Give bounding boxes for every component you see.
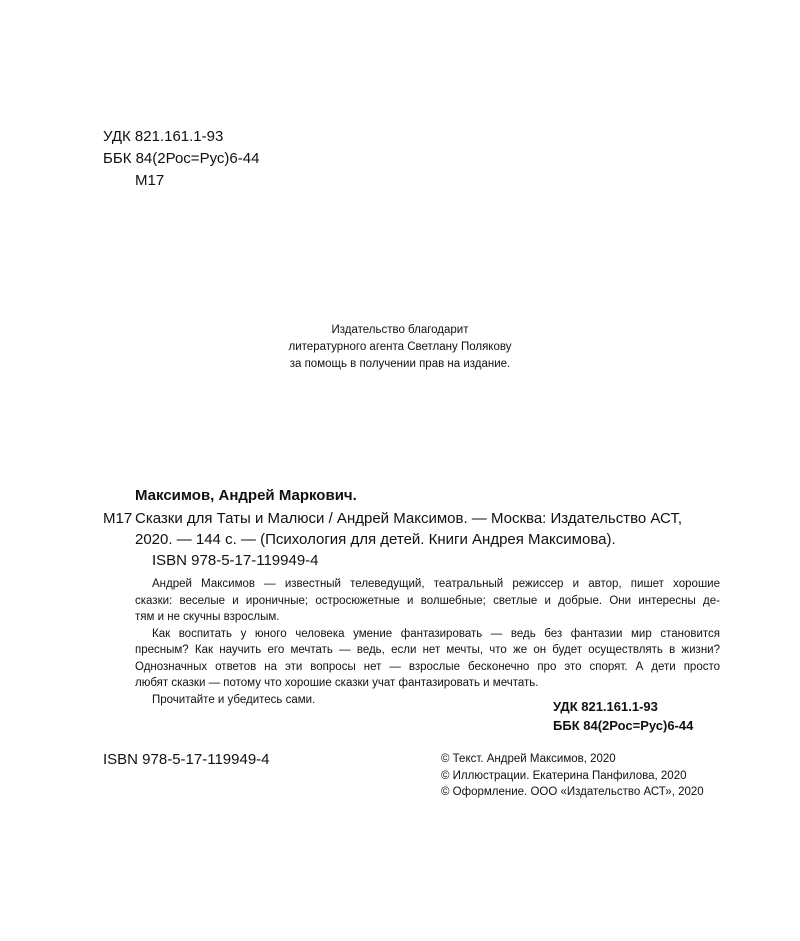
annotation — [135, 576, 720, 708]
copyright-illustrations: © Иллюстрации. Екатерина Панфилова, 2020 — [441, 769, 687, 782]
isbn-bottom: ISBN 978-5-17-119949-4 — [103, 751, 270, 768]
annotation-p2-line-2: пресным? Как научить его мечтать — ведь, если нет мечты, что же он будет осуществлять в жизни? — [135, 644, 720, 656]
catalog-author-sign: М17 — [103, 510, 133, 527]
classification-codes-bottom — [553, 697, 693, 735]
udk-code-bottom: УДК 821.161.1-93 — [553, 699, 658, 714]
annotation-p3: Прочитайте и убедитесь сами. — [152, 693, 316, 706]
bbk-code: ББК 84(2Рос=Рус)6-44 — [103, 150, 260, 167]
catalog-isbn: ISBN 978-5-17-119949-4 — [152, 552, 319, 569]
annotation-p2-line-1: Как воспитать у юного человека умение фантазировать — ведь без фантазии мир становится — [152, 627, 720, 640]
catalog-entry — [135, 508, 682, 550]
ack-line-3: за помощь в получении прав на издание. — [289, 358, 511, 370]
bbk-code-bottom: ББК 84(2Рос=Рус)6-44 — [553, 718, 694, 733]
annotation-p1-line-1: Андрей Максимов — известный телеведущий, театральный режиссер и автор, пишет хорошие — [152, 578, 720, 590]
ack-line-2: литературного агента Светлану Полякову — [288, 341, 512, 353]
annotation-p2-line-3: Однозначных ответов на эти вопросы нет — взрослые бесконечно про это спорят. А дети просто — [135, 660, 720, 673]
catalog-entry-line-2: 2020. — 144 с. — (Психология для детей. Книги Андрея Максимова). — [135, 531, 616, 548]
ack-line-1: Издательство благодарит — [331, 324, 469, 336]
classification-codes — [103, 126, 259, 192]
author-sign: М17 — [135, 172, 165, 189]
annotation-p2-line-4: любят сказки — потому что хорошие сказки учат фантазировать и мечтать. — [135, 677, 539, 689]
copyright-text: © Текст. Андрей Максимов, 2020 — [441, 753, 616, 765]
copyright-design: © Оформление. ООО «Издательство АСТ», 2020 — [441, 786, 704, 798]
catalog-author: Максимов, Андрей Маркович. — [135, 487, 357, 504]
udk-code: УДК 821.161.1-93 — [103, 128, 224, 145]
annotation-p1-line-3: тям и не скучны взрослым. — [135, 611, 280, 623]
acknowledgement — [0, 322, 800, 373]
annotation-p1-line-2: сказки: веселые и ироничные; остросюжетные и волшебные; светлые и добрые. Они интересны де- — [135, 594, 720, 607]
copyright-block — [441, 751, 704, 801]
catalog-entry-line-1: Сказки для Таты и Малюси / Андрей Максимов. — Москва: Издательство АСТ, — [135, 510, 683, 527]
